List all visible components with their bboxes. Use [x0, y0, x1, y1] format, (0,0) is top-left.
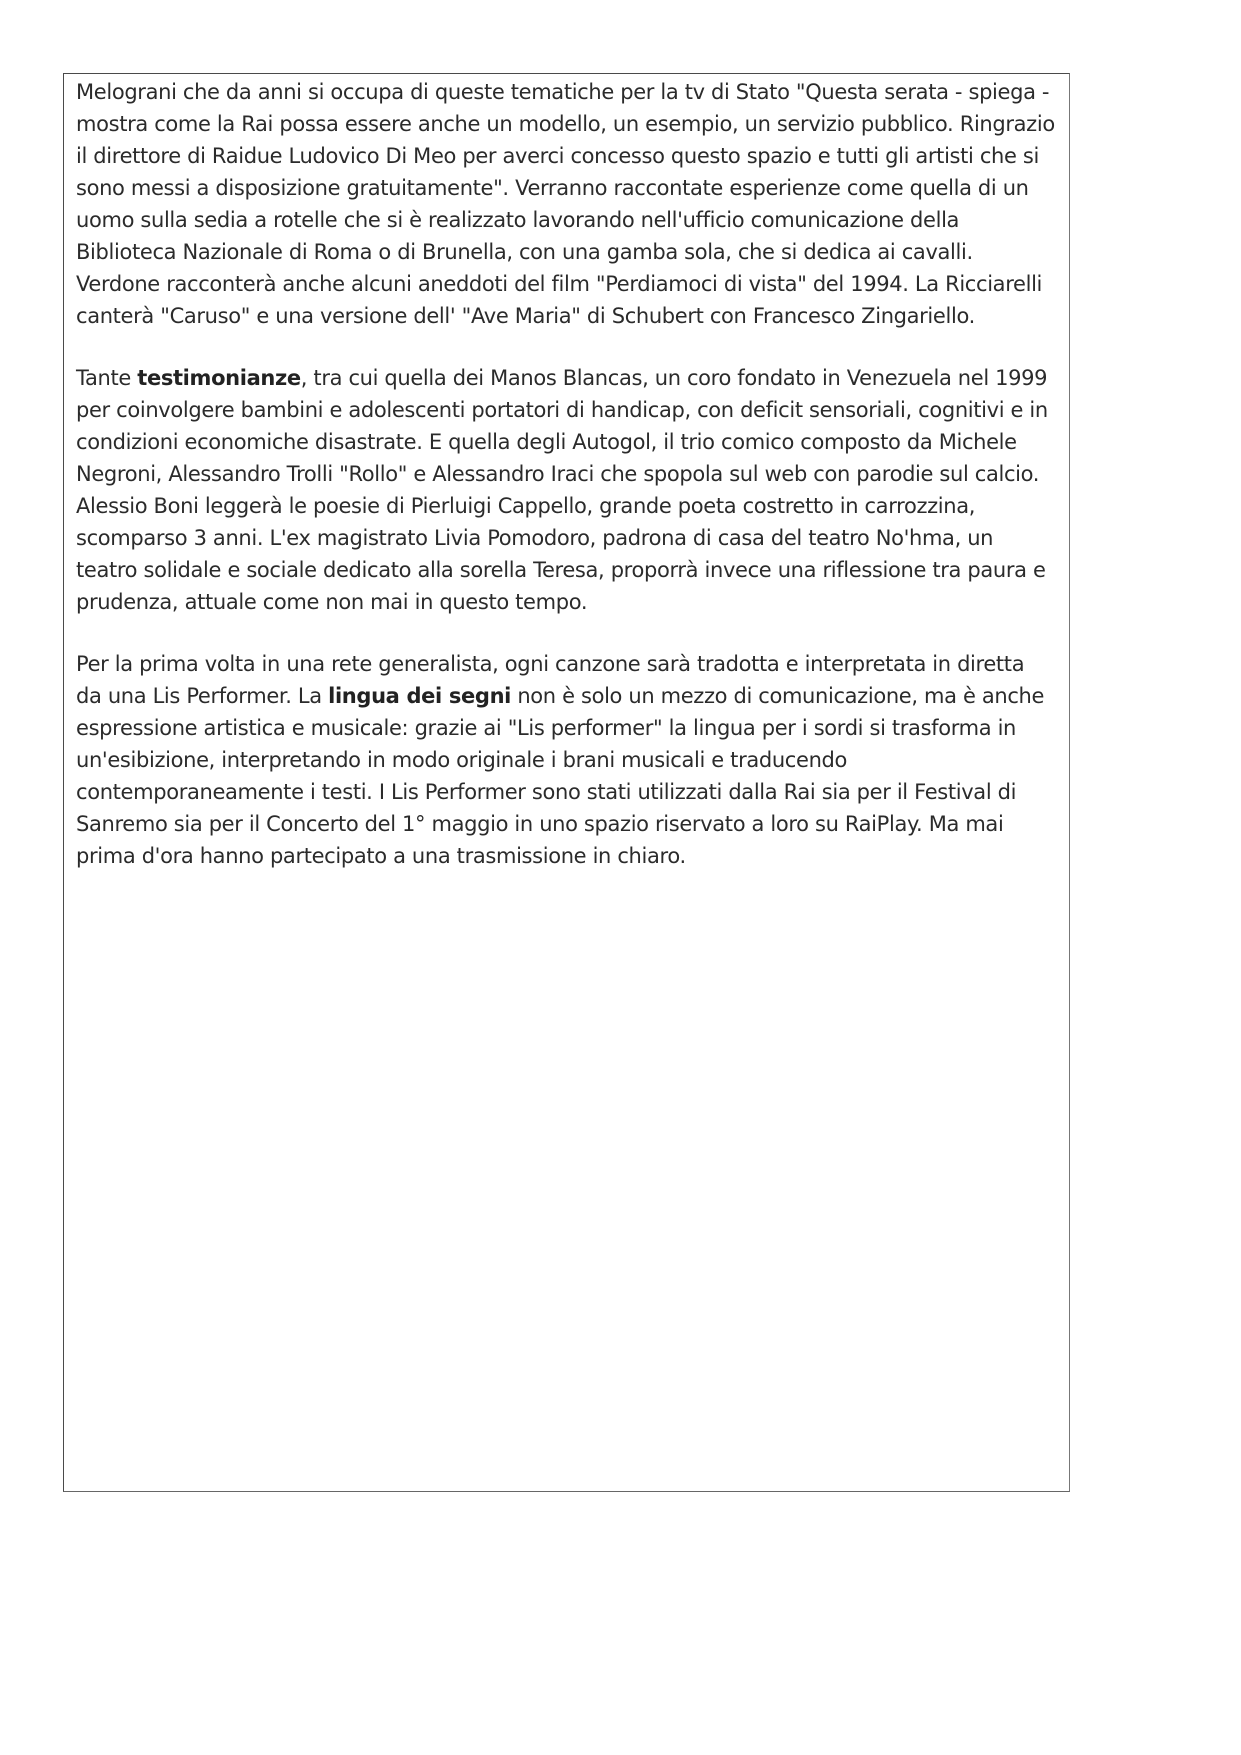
- paragraph-2-text-start: Tante: [76, 366, 138, 390]
- paragraph-2: [76, 362, 1055, 618]
- article-text-box: [63, 73, 1070, 1492]
- bold-term-testimonianze: testimonianze: [137, 366, 301, 390]
- paragraph-3: [76, 648, 1055, 872]
- paragraph-1: [76, 76, 1055, 332]
- paragraph-3-text-rest: non è solo un mezzo di comunicazione, ma è anche espressione artistica e musicale: grazie ai "Lis performer" la lingua per i sordi si trasforma in un'esibizione, interpretando in modo originale i brani musicali e traducendo contemporaneamente i testi. I Lis Performer sono stati utilizzati dalla Rai sia per il Festival di Sanremo sia per il Concerto del 1° maggio in uno spazio riservato a loro su RaiPlay. Ma mai prima d'ora hanno partecipato a una trasmissione in chiaro.: [76, 684, 1045, 868]
- paragraph-1-text: Melograni che da anni si occupa di queste tematiche per la tv di Stato "Questa serata - spiega - mostra come la Rai possa essere anche un modello, un esempio, un servizio pubblico. Ringrazio il direttore di Raidue Ludovico Di Meo per averci concesso questo spazio e tutti gli artisti che si sono messi a disposizione gratuitamente". Verranno raccontate esperienze come quella di un uomo sulla sedia a rotelle che si è realizzato lavorando nell'ufficio comunicazione della Biblioteca Nazionale di Roma o di Brunella, con una gamba sola, che si dedica ai cavalli. Verdone racconterà anche alcuni aneddoti del film "Perdiamoci di vista" del 1994. La Ricciarelli canterà "Caruso" e una versione dell' "Ave Maria" di Schubert con Francesco Zingariello.: [76, 80, 1055, 328]
- bold-term-lingua-dei-segni: lingua dei segni: [328, 684, 512, 708]
- paragraph-2-text-rest: , tra cui quella dei Manos Blancas, un coro fondato in Venezuela nel 1999 per coinvolgere bambini e adolescenti portatori di handicap, con deficit sensoriali, cognitivi e in condizioni economiche disastrate. E quella degli Autogol, il trio comico composto da Michele Negroni, Alessandro Trolli "Rollo" e Alessandro Iraci che spopola sul web con parodie sul calcio. Alessio Boni leggerà le poesie di Pierluigi Cappello, grande poeta costretto in carrozzina, scomparso 3 anni. L'ex magistrato Livia Pomodoro, padrona di casa del teatro No'hma, un teatro solidale e sociale dedicato alla sorella Teresa, proporrà invece una riflessione tra paura e prudenza, attuale come non mai in questo tempo.: [76, 366, 1048, 614]
- paragraph-3-text-start: Per la prima volta in una rete generalista, ogni canzone sarà tradotta e interpretata in diretta da una Lis Performer. La: [76, 652, 1025, 708]
